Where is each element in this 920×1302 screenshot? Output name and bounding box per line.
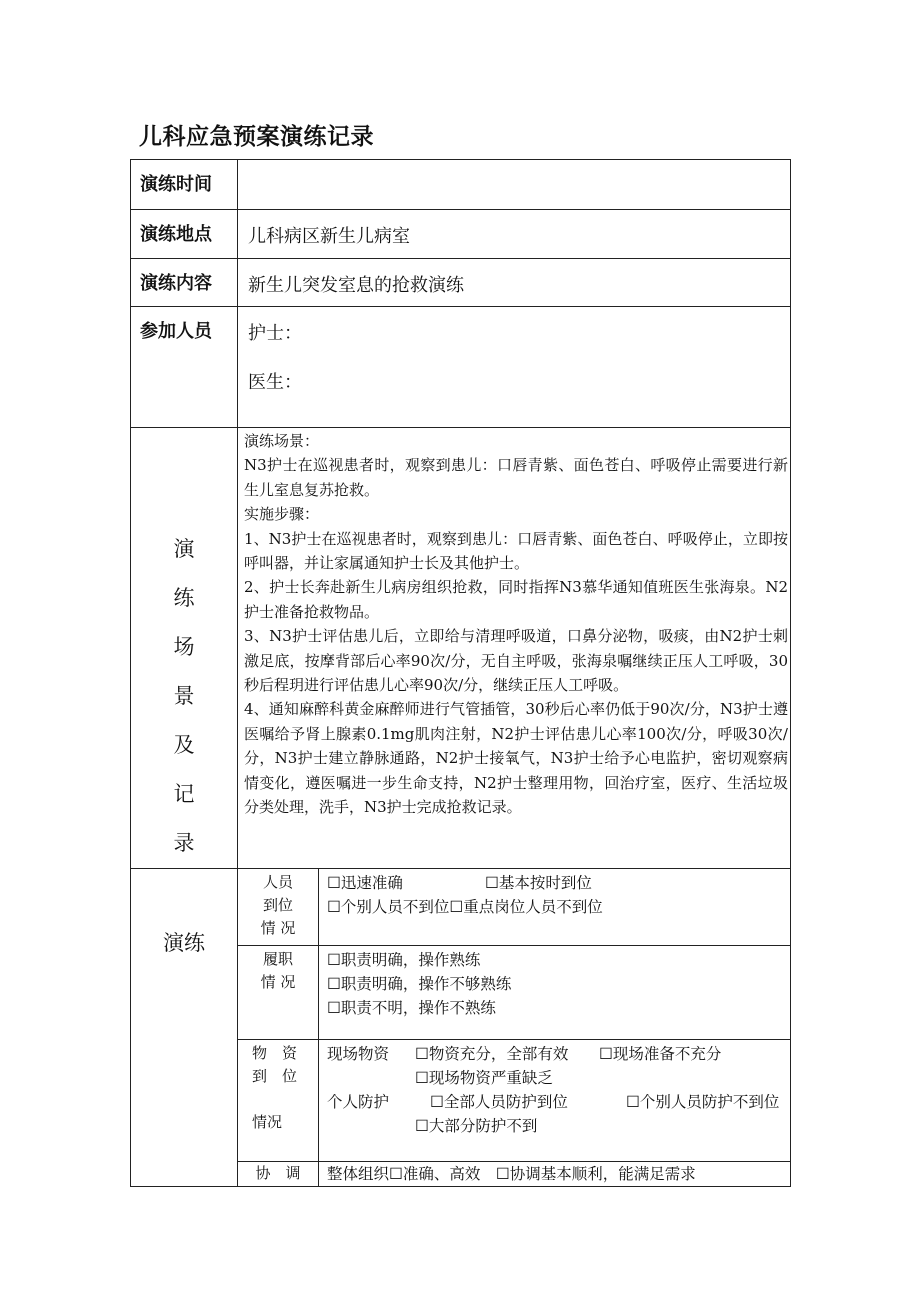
scenario-label-char: 景 bbox=[173, 684, 195, 708]
people-value bbox=[238, 307, 791, 428]
time-value bbox=[238, 160, 791, 210]
checkbox-option[interactable]: ☐职责明确，操作不够熟练 bbox=[327, 975, 512, 993]
checkbox-option[interactable]: ☐个别人员不到位 bbox=[327, 898, 450, 916]
scenario-label-char: 场 bbox=[173, 635, 195, 659]
content-label: 演练内容 bbox=[131, 259, 238, 307]
checkbox-option[interactable]: ☐全部人员防护到位 bbox=[430, 1093, 568, 1111]
label-line: 物 资 bbox=[252, 1044, 298, 1062]
coordination-label: 协 调 bbox=[238, 1162, 319, 1187]
scenario-line: 1、N3护士在巡视患者时，观察到患儿：口唇青紫、面色苍白、呼吸停止，立即按呼叫器，并让家属通知护士长及其他护士。 bbox=[244, 529, 788, 573]
label-line: 情 况 bbox=[260, 973, 296, 991]
label-line: 履职 bbox=[262, 950, 293, 968]
checkbox-option[interactable]: ☐重点岗位人员不到位 bbox=[449, 898, 603, 916]
content-value: 新生儿突发室息的抢救演练 bbox=[238, 259, 791, 307]
duty-label bbox=[238, 946, 319, 1040]
row-people bbox=[131, 307, 791, 428]
checkbox-option[interactable]: ☐个别人员防护不到位 bbox=[626, 1093, 780, 1111]
place-value: 儿科病区新生儿病室 bbox=[238, 210, 791, 259]
evaluation-label bbox=[131, 869, 238, 1187]
place-label: 演练地点 bbox=[131, 210, 238, 259]
scenario-line: 3、N3护士评估患儿后，立即给与清理呼吸道，口鼻分泌物，吸痰，由N2护士刺激足底，按摩背部后心率90次/分，无自主呼吸，张海泉嘱继续正压人工呼吸，30秒后程玥进行评估患儿心率90次/分，继续正压人工呼吸。 bbox=[244, 627, 788, 695]
scenario-label-char: 练 bbox=[173, 586, 195, 610]
scenario-line: 4、通知麻醉科黄金麻醉师进行气管插管，30秒后心率仍低于90次/分，N3护士遵医嘱给予肾上腺素0.1mg肌肉注射，N2护士评估患儿心率100次/分，呼吸30次/分，N3护士建立静脉通路，N2护士接氧气，N3护士给予心电监护，密切观察病情变化，遵医嘱进一步生命支持，N2护士整理用物，回治疗室，医疗、生活垃圾分类处理，洗手，N3护士完成抢救记录。 bbox=[244, 700, 788, 817]
row-time bbox=[131, 160, 791, 210]
checkbox-option[interactable]: ☐职责明确，操作熟练 bbox=[327, 951, 481, 969]
materials-label bbox=[238, 1040, 319, 1162]
row-scenario bbox=[131, 428, 791, 869]
protect-label: 个人防护 bbox=[327, 1093, 390, 1111]
checkbox-option[interactable]: ☐基本按时到位 bbox=[485, 874, 592, 892]
label-line: 到位 bbox=[262, 896, 293, 914]
coordination-options: 整体组织☐准确、高效 ☐协调基本顺利，能满足需求 bbox=[319, 1162, 791, 1187]
materials-options bbox=[319, 1040, 791, 1162]
scenario-label-char: 记 bbox=[173, 782, 195, 806]
label-line: 人员 bbox=[262, 873, 293, 891]
label-line bbox=[252, 1088, 318, 1111]
personnel-label bbox=[238, 869, 319, 946]
scenario-text bbox=[238, 428, 791, 869]
row-personnel bbox=[131, 869, 791, 946]
checkbox-option[interactable]: ☐迅速准确 bbox=[327, 874, 403, 892]
checkbox-option[interactable]: ☐现场物资严重缺乏 bbox=[415, 1069, 553, 1087]
doctor-line: 医生： bbox=[248, 372, 302, 393]
row-place bbox=[131, 210, 791, 259]
scenario-line: 实施步骤： bbox=[244, 505, 320, 524]
label-line: 情 况 bbox=[260, 919, 296, 937]
scenario-label-char: 及 bbox=[173, 733, 195, 757]
duty-options bbox=[319, 946, 791, 1040]
people-label: 参加人员 bbox=[131, 307, 238, 428]
scenario-label bbox=[131, 428, 238, 869]
drill-record-table bbox=[130, 159, 791, 1187]
label-line: 到 位 bbox=[252, 1067, 298, 1085]
scenario-label-char: 录 bbox=[173, 831, 195, 855]
label-line: 情况 bbox=[252, 1113, 283, 1131]
onsite-label: 现场物资 bbox=[327, 1045, 390, 1063]
page-title: 儿科应急预案演练记录 bbox=[139, 124, 374, 150]
checkbox-option[interactable]: ☐职责不明，操作不熟练 bbox=[327, 999, 496, 1017]
row-content bbox=[131, 259, 791, 307]
scenario-line: N3护士在巡视患者时，观察到患儿：口唇青紫、面色苍白、呼吸停止需要进行新生儿室息复苏抢救。 bbox=[244, 456, 788, 499]
checkbox-option[interactable]: ☐物资充分，全部有效 bbox=[415, 1045, 569, 1063]
scenario-line: 演练场景： bbox=[244, 432, 320, 450]
checkbox-option[interactable]: ☐大部分防护不到 bbox=[415, 1117, 538, 1135]
nurse-line: 护士： bbox=[248, 323, 302, 344]
scenario-line: 2、护士长奔赴新生儿病房组织抢救，同时指挥N3慕华通知值班医生张海泉。N2护士准备抢救物品。 bbox=[244, 578, 788, 621]
time-label: 演练时间 bbox=[131, 160, 238, 210]
evaluation-label-text: 演练 bbox=[163, 931, 205, 955]
checkbox-option[interactable]: ☐现场准备不充分 bbox=[599, 1045, 722, 1063]
scenario-label-char: 演 bbox=[173, 537, 195, 561]
personnel-options bbox=[319, 869, 791, 946]
